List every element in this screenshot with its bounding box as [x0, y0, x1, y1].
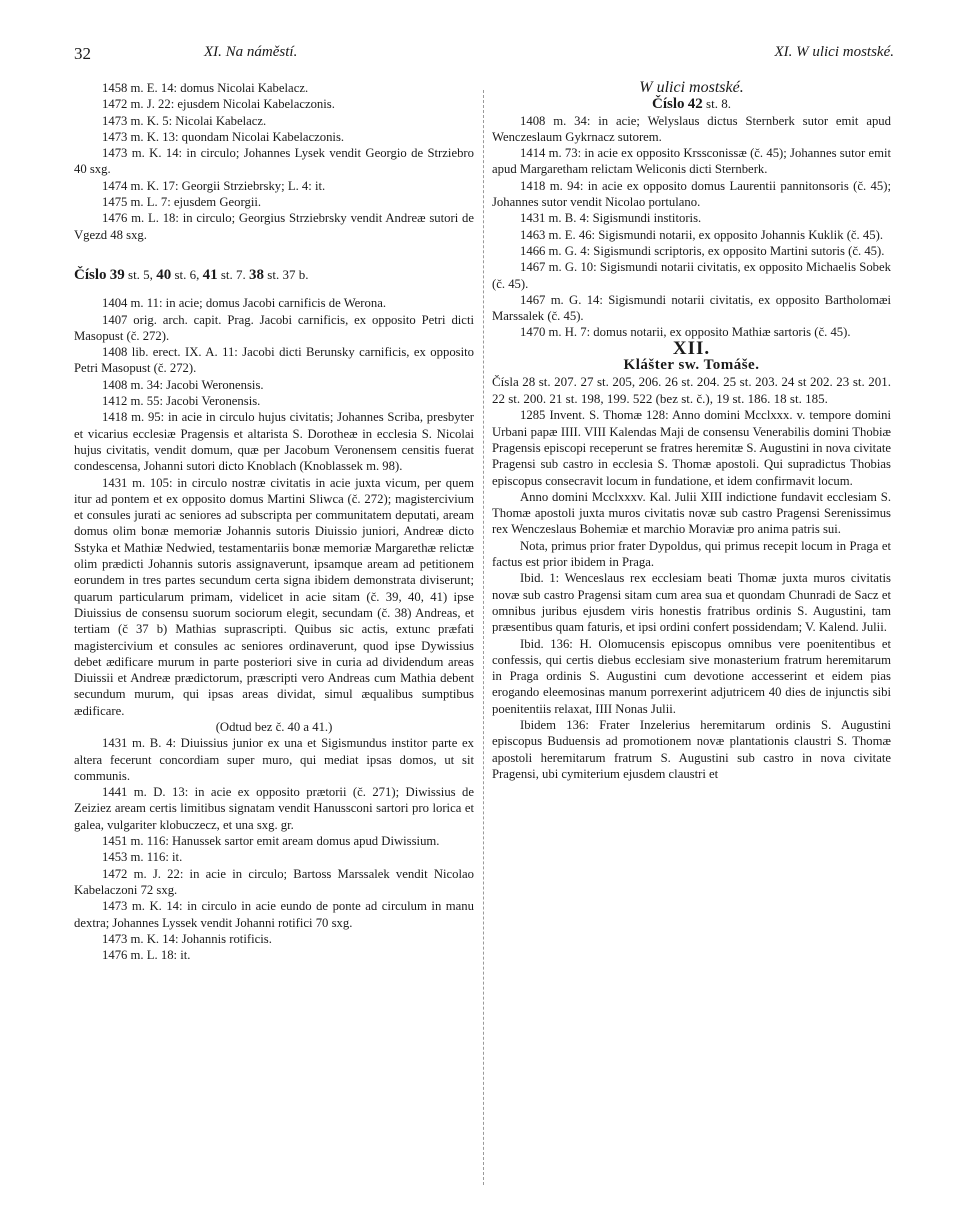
entry-paragraph: 1467 m. G. 14: Sigismundi notarii civitatis, ex opposito Bartholomæi Marssalek (č. 45). — [492, 292, 891, 324]
entry-paragraph: 1431 m. B. 4: Diuissius junior ex una et Sigismundus institor parte ex altera fecerunt concordiam super muro, qui mediat ipsas domos, ut sit communis. — [74, 736, 474, 783]
house-number: 42 — [687, 96, 703, 113]
column-divider — [483, 90, 484, 1185]
entry-line: 1474 m. K. 17: Georgii Strziebrsky; L. 4: it. — [102, 178, 326, 193]
entry-paragraph: 1473 m. K. 14: in circulo in acie eundo de ponte ad circulum in manu dextra; Johannes Lyssek vendit Johanni rotifici 70 sxg. — [74, 899, 474, 930]
house-number: 40 — [156, 266, 172, 283]
cislo-label: Číslo — [652, 96, 685, 113]
entry-paragraph: 1404 m. 11: in acie; domus Jacobi carnificis de Werona. — [102, 296, 387, 311]
entry-paragraph: 1412 m. 55: Jacobi Veronensis. — [102, 394, 261, 409]
running-head-left: XI. Na náměstí. — [204, 44, 298, 60]
right-column — [492, 80, 891, 782]
entry-paragraph: Ibid. 136: H. Olomucensis episcopus omnibus vere poenitentibus et confessis, qui certis diebus ecclesiam sive monasterium fratrum heremitarum in Praga ordinis S. Augustini cum devotione accesserint et eidem pias erogando eleemosinas manum porrexerint adjutricem 40 dies de injunctis sibi poenitentiis relaxat, IIII Nonas Julii. — [492, 636, 891, 716]
chapter-title: Klášter sw. Tomáše. — [623, 357, 760, 374]
street-number: st. 6, — [174, 266, 200, 282]
entry-line: 1473 m. K. 13: quondam Nicolai Kabelaczonis. — [102, 129, 345, 144]
entry-paragraph: 1431 m. B. 4: Sigismundi institoris. — [520, 211, 702, 226]
entry-line: 1476 m. L. 18: in circulo; Georgius Strziebrsky vendit Andreæ sutori de Vgezd 48 sxg. — [74, 211, 474, 242]
entry-line: 1458 m. E. 14: domus Nicolai Kabelacz. — [102, 81, 309, 95]
entry-paragraph: Nota, primus prior frater Dypoldus, qui primus recepit locum in Praga et factus est prior ibidem in Praga. — [492, 538, 891, 570]
entry-paragraph: Ibid. 1: Wenceslaus rex ecclesiam beati Thomæ juxta muros civitatis novæ sub castro Pragensi sitam cum area sua et quondam Chunradi de Sacz et omnibus juribus ejusdem viris honestis fratribus ordinis S. Augustini, tam præsentibus quam faturis, et ipsi ordini confert possidendam; V. Kalend. Julii. — [492, 571, 891, 635]
house-number: 39 — [109, 266, 125, 283]
page-number: 32 — [74, 44, 91, 63]
entry-line: 1475 m. L. 7: ejusdem Georgii. — [102, 195, 262, 210]
entry-paragraph: 1473 m. K. 14: Johannis rotificis. — [102, 931, 272, 946]
entry-paragraph: 1451 m. 116: Hanussek sartor emit aream domus apud Diwissium. — [102, 834, 440, 849]
entry-paragraph: 1408 m. 34: in acie; Welyslaus dictus Sternberk sutor emit apud Wenczeslaum Gykrnacz sutorem. — [492, 113, 891, 144]
entry-paragraph: 1453 m. 116: it. — [102, 850, 183, 865]
entry-line: 1473 m. K. 14: in circulo; Johannes Lysek vendit Georgio de Strziebro 40 sxg. — [74, 146, 474, 177]
entry-paragraph: 1470 m. H. 7: domus notarii, ex opposito Mathiæ sartoris (č. 45). — [520, 325, 851, 340]
house-number: 38 — [249, 266, 265, 283]
entry-paragraph: 1441 m. D. 13: in acie ex opposito prætorii (č. 271); Diwissius de Zeiziez aream certis limitibus signatam vendit Hanussconi sartori pro lorica et galea, vulgariter klobuczecz, et una sxg. gr. — [74, 785, 474, 832]
entry-paragraph: 1476 m. L. 18: it. — [102, 948, 191, 963]
house-numbers-list: Čísla 28 st. 207. 27 st. 205, 206. 26 st. 204. 25 st. 203. 24 st 202. 23 st. 201. 22 st. 200. 21 st. 198, 199. 522 (bez st. č.), 19 st. 186. 18 st. 185. — [492, 374, 891, 407]
house-number: 41 — [202, 266, 218, 283]
entry-paragraph: 1418 m. 95: in acie in circulo hujus civitatis; Johannes Scriba, presbyter et vicarius ecclesiæ Pragensis et altarista S. Dorotheæ in ecclesia S. Nicolai hujus civitatis, vendit domum, quæ per Jacobum Veronensem censitis fuerat condescensa, Johanni sutori dicto Knoblach (Knoblassek m. 98). — [74, 410, 474, 474]
entry-paragraph: 1285 Invent. S. Thomæ 128: Anno domini Mcclxxx. v. tempore domini Urbani papæ IIII. VIII Kalendas Maji de consensu Venerabilis domini Thobiæ Pragensis episcopi receperunt se fratres heremitæ S. Augustini in nova civitate Pragensi sub castro in ecclesia S. Thomæ apostoli. Qui supradictus Thobias episcopus consecravit locum in fundatione, et idem confirmavit locum. — [492, 408, 891, 488]
running-head-right: XI. W ulici mostské. — [774, 44, 894, 60]
street-number: st. 8. — [706, 96, 731, 112]
house-number-heading — [492, 96, 891, 112]
house-number-heading — [74, 267, 474, 283]
entry-paragraph: 1467 m. G. 10: Sigismundi notarii civitatis, ex opposito Michaelis Sobek (č. 45). — [492, 260, 891, 291]
entry-paragraph: 1408 m. 34: Jacobi Weronensis. — [102, 377, 264, 392]
chapter-number: XII. — [672, 337, 711, 359]
entry-paragraph: 1466 m. G. 4: Sigismundi scriptoris, ex opposito Martini sutoris (č. 45). — [520, 243, 885, 258]
entry-paragraph: Ibidem 136: Frater Inzelerius heremitarum ordinis S. Augustini episcopus Buduensis ad promotionem novæ plantationis claustri S. Thomæ apostoli heremitarum fratrum S. Augustini sub castro in nova civitate Pragensi, ubi cymiterium ejusdem claustri et — [492, 717, 891, 781]
entry-paragraph: 1408 lib. erect. IX. A. 11: Jacobi dicti Berunsky carnificis, ex opposito Petri Masopust (č. 272). — [74, 345, 474, 376]
cislo-label: Číslo — [74, 266, 107, 283]
entry-paragraph: 1418 m. 94: in acie ex opposito domus Laurentii pannitonsoris (č. 45); Johannes sutor vendit Nicolao portulano. — [492, 178, 891, 210]
street-number: st. 7. — [220, 266, 246, 282]
editor-note: (Odtud bez č. 40 a 41.) — [215, 719, 333, 734]
entry-paragraph: 1414 m. 73: in acie ex opposito Krssconissæ (č. 45); Johannes sutor emit apud Margaretham relictam Weliconis dicti Sternberk. — [492, 146, 891, 177]
street-number: st. 5, — [128, 266, 153, 282]
entry-paragraph: 1431 m. 105: in circulo nostræ civitatis in acie juxta vicum, per quem itur ad pontem et ex opposito domus Martini Sliwca (č. 272); magistercivium et consules jurati ac seniores ad subscripta per communitatem deputati, aream domus olim bonæ memoriæ Johannis sutoris Diuissio juniori, Andreæ dicto Sstyka et Mathiæ Nedwied, testamentariis bonæ memoriæ Margarethæ relictæ olim prædicti Johannis sutoris assignaverunt, ipsamque aream ad petitionem eorundem in tres partes secundum certa signa ibidem demonstrata diviserunt; quarum particularum primam, videlicet in acie sitam (č. 39, 40, 41) ipse Diuissius de consensu suorum sociorum elegit, secundam (č. 38) Andreas, et tertiam (č 37 b) Mathias suprascripti. Quibus sic actis, extunc præfati magistercivium et consules ac seniores ordinaverunt, quod ipse Dywissius debet ædificare murum in parte posteriori sive in curia ad dividendum areas Diuissii et Andreæ prædictorum, præscripti vero Andreas cum Mathia debent secundum murum, qui ipsas areas dividat, simul æqualibus sumptibus ædificare. — [74, 475, 474, 718]
left-column — [74, 80, 474, 963]
entry-line: 1472 m. J. 22: ejusdem Nicolai Kabelaczonis. — [102, 97, 335, 112]
section-title: W ulici mostské. — [639, 79, 744, 96]
entry-paragraph: 1407 orig. arch. capit. Prag. Jacobi carnificis, ex opposito Petri dicti Masopust (č. 272). — [74, 312, 474, 343]
entry-paragraph: Anno domini Mcclxxxv. Kal. Julii XIII indictione fundavit ecclesiam S. Thomæ apostoli juxta muros civitatis novæ sub castro Pragensi Serenissimus rex Wenczeslaus Bohemiæ et marchio Moraviæ pro anima patris sui. — [492, 489, 891, 537]
entry-paragraph: 1472 m. J. 22: in acie in circulo; Bartoss Marssalek vendit Nicolao Kabelaczoni 72 sxg. — [74, 866, 474, 897]
entry-paragraph: 1463 m. E. 46: Sigismundi notarii, ex opposito Johannis Kuklik (č. 45). — [520, 227, 883, 242]
street-number: st. 37 b. — [267, 266, 309, 282]
entry-line: 1473 m. K. 5: Nicolai Kabelacz. — [102, 113, 267, 128]
page-header — [74, 44, 894, 68]
